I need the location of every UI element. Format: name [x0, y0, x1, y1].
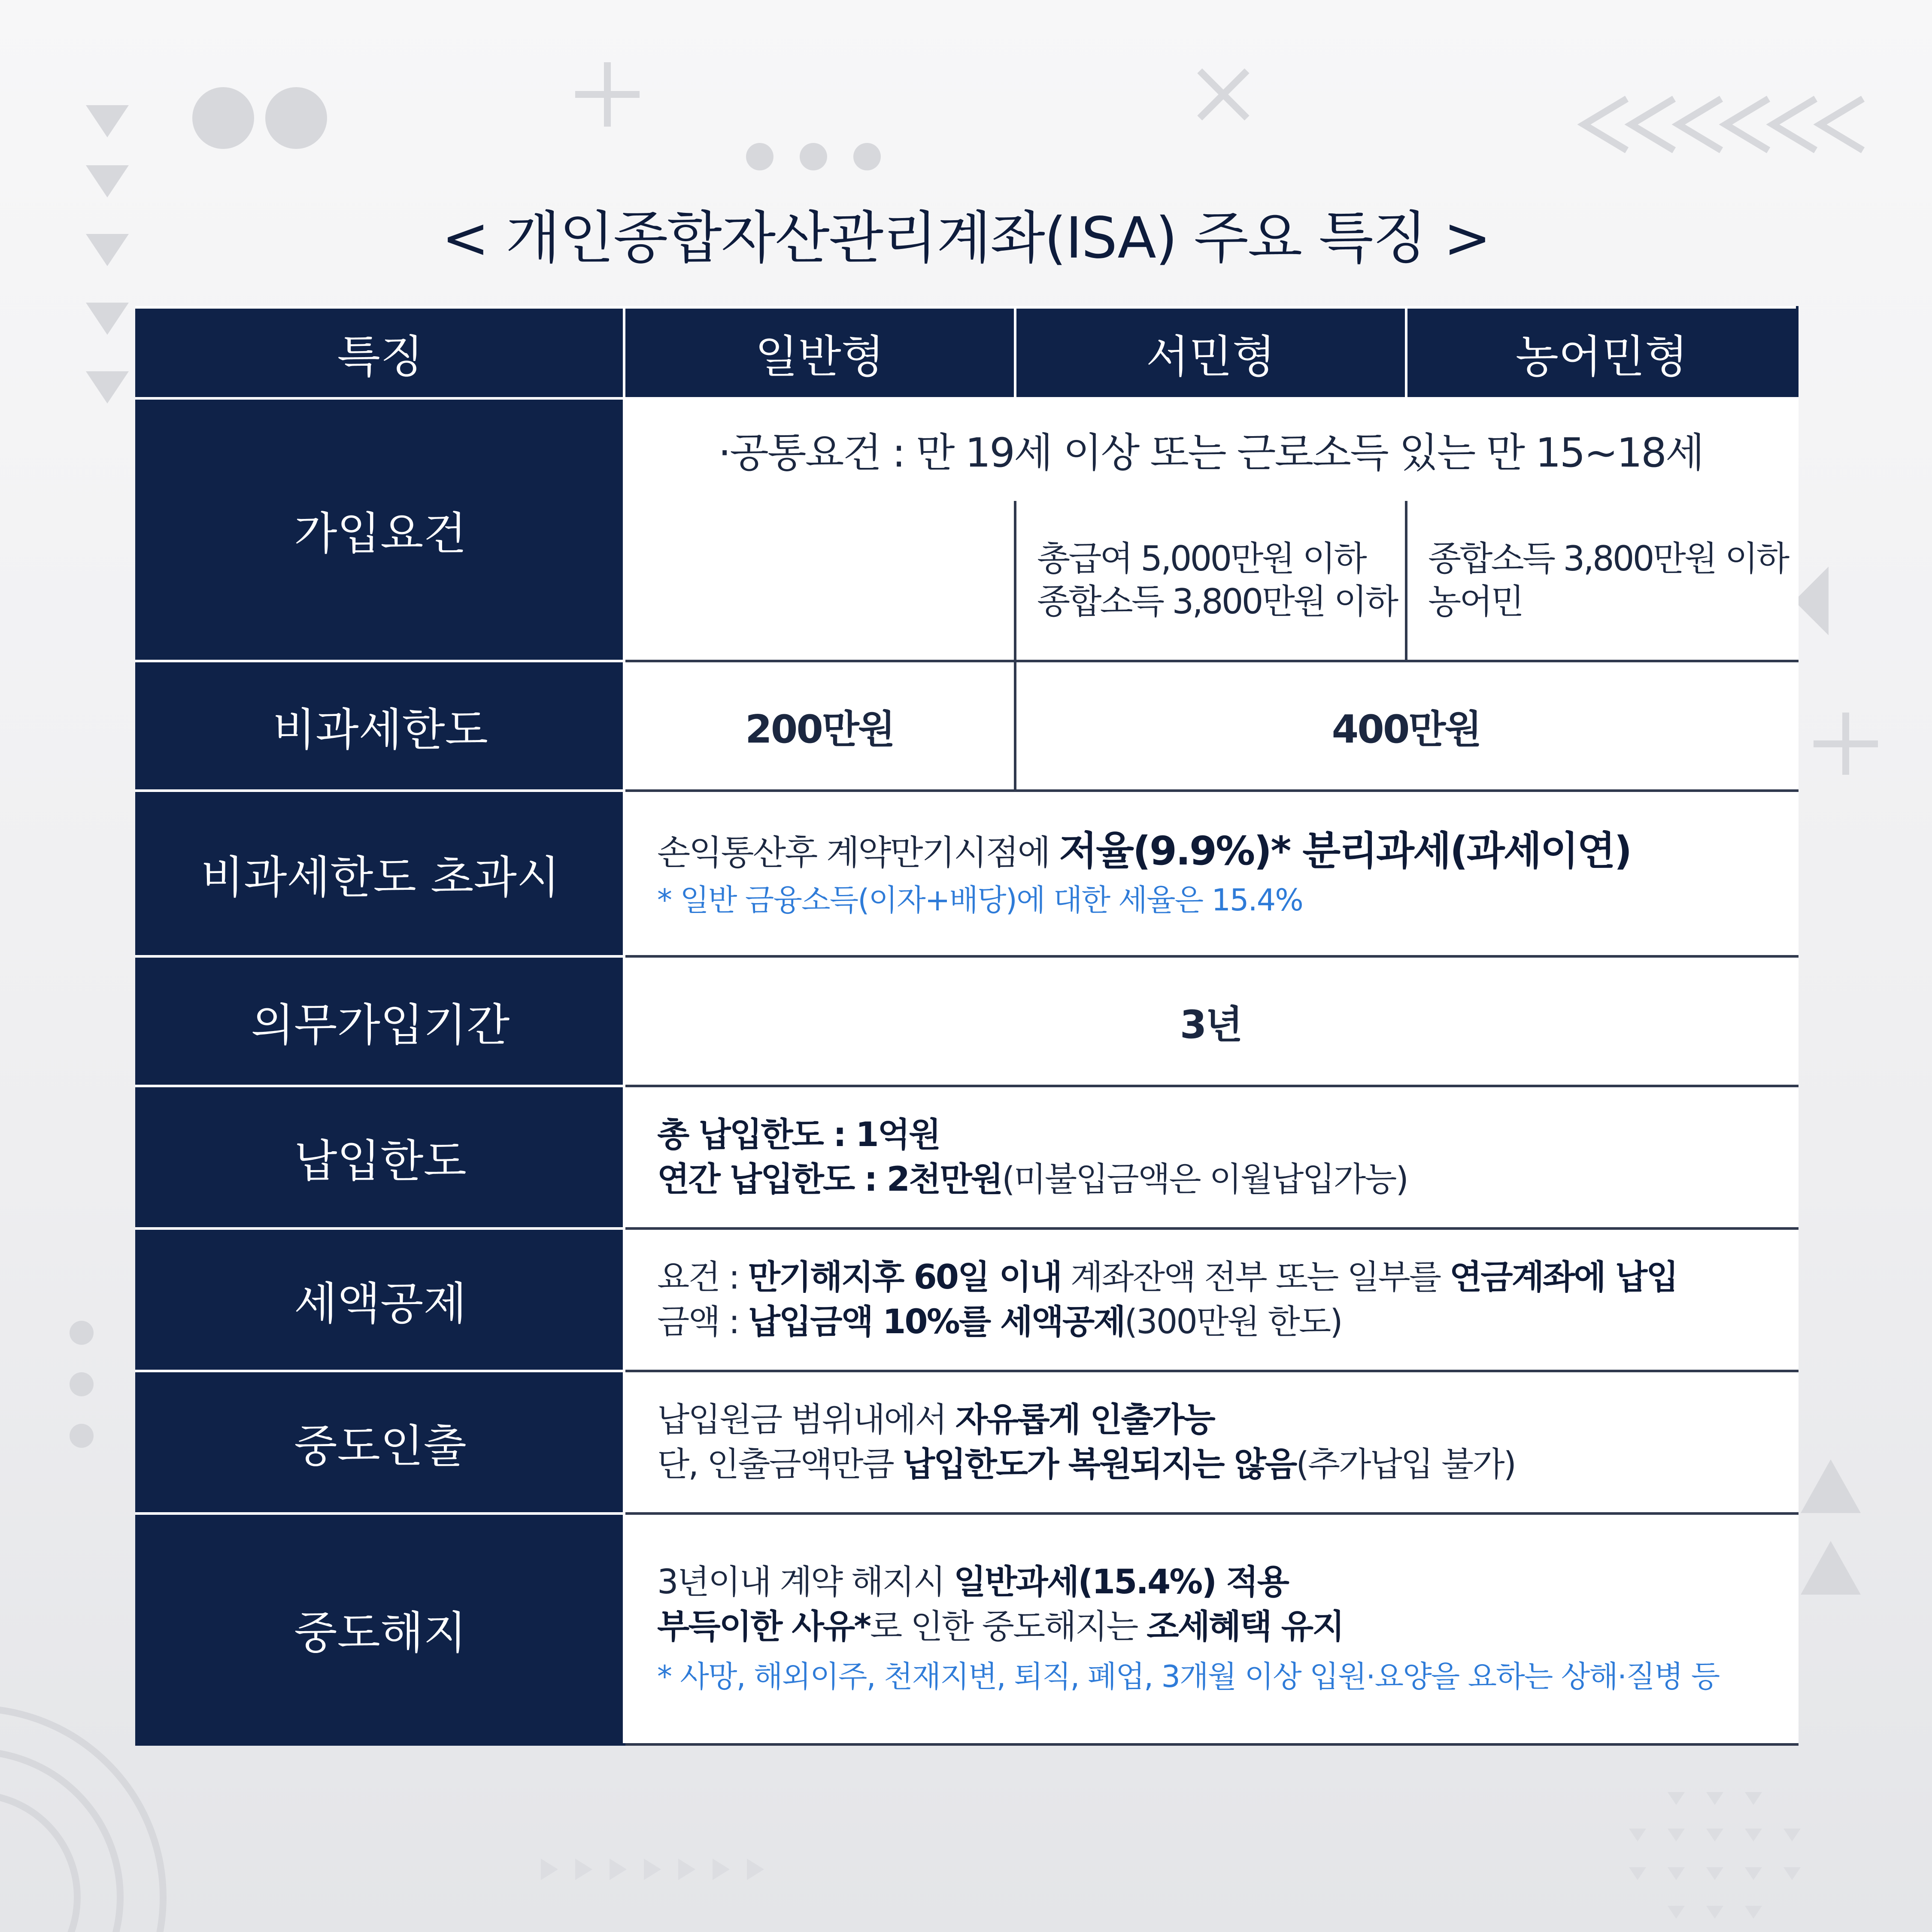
period-value: 3년 — [624, 956, 1797, 1086]
row-label-taxfree: 비과세한도 — [136, 661, 624, 791]
excess-text-bold: 저율(9.9%)* 분리과세(과세이연) — [1059, 828, 1631, 874]
excess-description — [624, 791, 1797, 956]
deduction-description — [624, 1228, 1797, 1371]
withdraw-l2-b: 납입한도가 복원되지는 않음 — [902, 1445, 1296, 1484]
excess-note: * 일반 금융소득(이자+배당)에 대한 세율은 15.4% — [657, 883, 1303, 918]
limit-line-2-plain: (미불입금액은 이월납입가능) — [1002, 1160, 1407, 1199]
page-title: < 개인종합자산관리계좌(ISA) 주요 특징 > — [442, 205, 1490, 271]
table-row-taxfree — [136, 661, 1797, 791]
join-nongeomin-line-2: 농어민 — [1428, 582, 1523, 622]
withdraw-l2-c: (추가납입 불가) — [1296, 1445, 1516, 1484]
cancel-l1-a: 3년이내 계약 해지시 — [657, 1563, 954, 1601]
row-label-join: 가입요건 — [136, 398, 624, 661]
column-header-feature: 특징 — [136, 307, 624, 398]
table-row-withdraw — [136, 1371, 1797, 1513]
withdraw-l2-a: 단, 인출금액만큼 — [657, 1445, 903, 1484]
taxfree-others-value: 400만원 — [1015, 661, 1797, 791]
cancel-l1-b: 일반과세(15.4%) 적용 — [953, 1563, 1288, 1601]
taxfree-general-value: 200만원 — [624, 661, 1015, 791]
limit-description — [624, 1086, 1797, 1228]
row-label-period: 의무가입기간 — [136, 956, 624, 1086]
join-nongeomin-condition — [1406, 500, 1797, 661]
deduction-l1-a: 요건 : — [657, 1258, 748, 1297]
withdraw-description — [624, 1371, 1797, 1513]
join-nongeomin-line-1: 종합소득 3,800만원 이하 — [1428, 539, 1788, 579]
table-row-excess — [136, 791, 1797, 956]
table-row-limit — [136, 1086, 1797, 1228]
deduction-l2-a: 금액 : — [657, 1303, 748, 1341]
cancel-l2-c: 조세혜택 유지 — [1146, 1607, 1344, 1646]
deduction-l1-c: 계좌잔액 전부 또는 일부를 — [1061, 1258, 1450, 1297]
cancel-description — [624, 1513, 1797, 1744]
row-label-limit: 납입한도 — [136, 1086, 624, 1228]
cancel-l2-b: 로 인한 중도해지는 — [870, 1607, 1147, 1646]
row-label-deduction: 세액공제 — [136, 1228, 624, 1371]
withdraw-l1-a: 납입원금 범위내에서 — [657, 1401, 955, 1439]
deduction-l2-c: (300만원 한도) — [1124, 1303, 1342, 1341]
row-label-cancel: 중도해지 — [136, 1513, 624, 1744]
limit-line-1: 총 납입한도 : 1억원 — [657, 1116, 940, 1154]
excess-text-plain: 손익통산후 계약만기시점에 — [657, 833, 1059, 873]
deduction-l1-d: 연금계좌에 납입 — [1450, 1258, 1677, 1297]
isa-features-table — [135, 306, 1799, 1746]
join-seomin-line-2: 종합소득 3,800만원 이하 — [1037, 582, 1397, 622]
column-header-seomin: 서민형 — [1015, 307, 1406, 398]
withdraw-l1-b: 자유롭게 인출가능 — [955, 1401, 1214, 1439]
cancel-note: * 사망, 해외이주, 천재지변, 퇴직, 폐업, 3개월 이상 입원·요양을 요하는 상해·질병 등 — [657, 1659, 1720, 1694]
header-row — [136, 307, 1797, 398]
join-seomin-condition — [1015, 500, 1406, 661]
cancel-l2-a: 부득이한 사유* — [657, 1607, 870, 1646]
column-header-general: 일반형 — [624, 307, 1015, 398]
table-row-join — [136, 398, 1797, 500]
join-general-empty — [624, 500, 1015, 661]
table-row-deduction — [136, 1228, 1797, 1371]
join-seomin-line-1: 총급여 5,000만원 이하 — [1037, 539, 1365, 579]
row-label-excess: 비과세한도 초과시 — [136, 791, 624, 956]
table-row-period — [136, 956, 1797, 1086]
join-common-requirement: ·공통요건 : 만 19세 이상 또는 근로소득 있는 만 15~18세 — [624, 398, 1797, 500]
limit-line-2-bold: 연간 납입한도 : 2천만원 — [657, 1160, 1002, 1199]
deduction-l1-b: 만기해지후 60일 이내 — [748, 1258, 1062, 1297]
deduction-l2-b: 납입금액 10%를 세액공제 — [748, 1303, 1125, 1341]
table-row-cancel — [136, 1513, 1797, 1744]
row-label-withdraw: 중도인출 — [136, 1371, 624, 1513]
column-header-nongeomin: 농어민형 — [1406, 307, 1797, 398]
